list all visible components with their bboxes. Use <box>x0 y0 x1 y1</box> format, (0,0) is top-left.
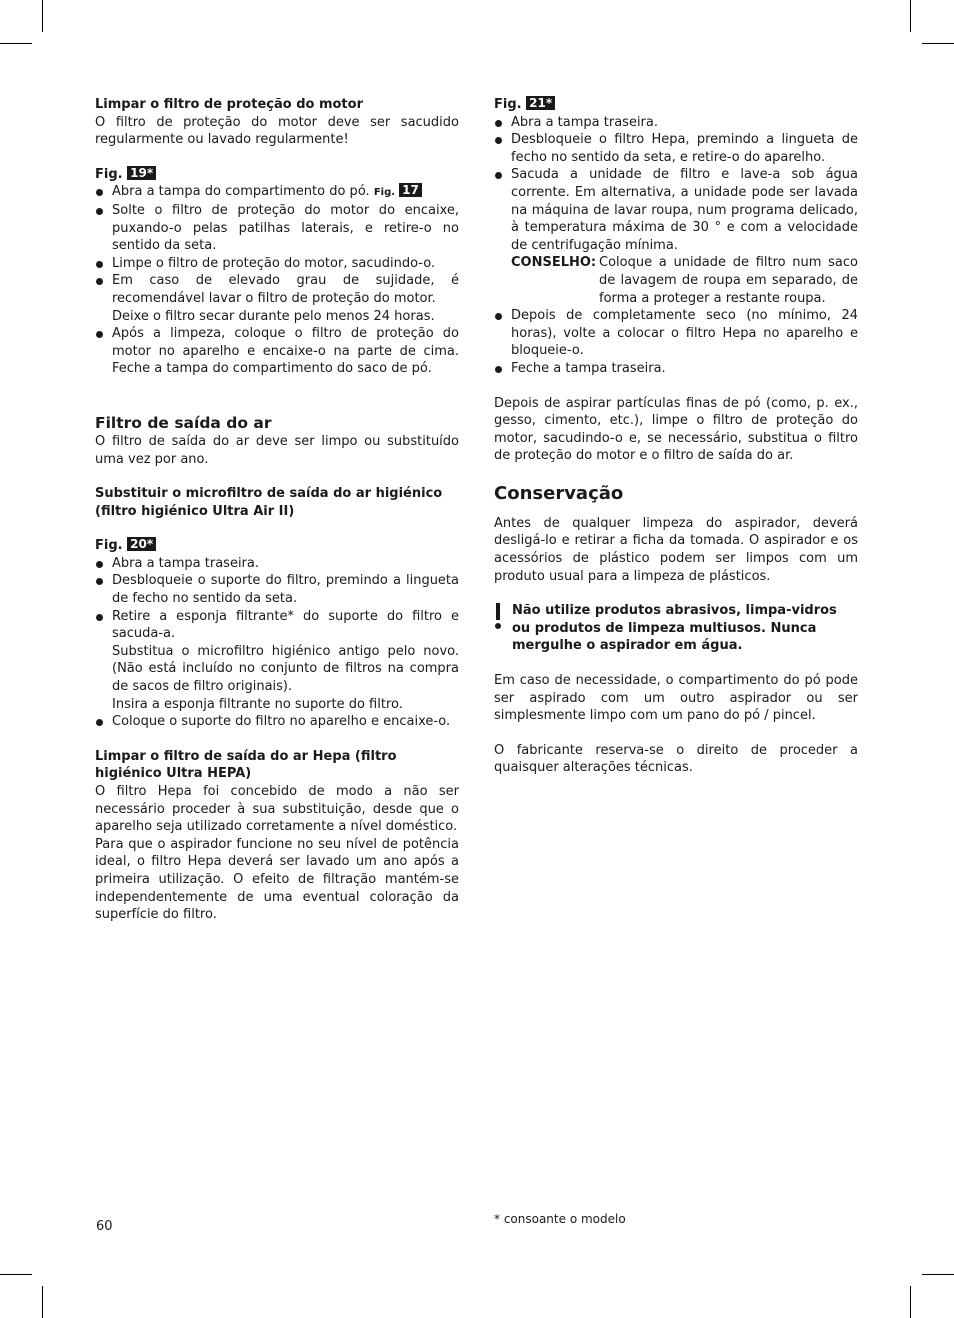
care-paragraph-2: Em caso de necessidade, o compartimento do pó pode ser aspirado com um outro aspirador ou ser simplesmente limpo com um pano do pó / pincel. <box>494 673 858 724</box>
list-item: Abra a tampa traseira. <box>494 114 858 132</box>
crop-mark <box>922 43 954 44</box>
crop-mark <box>42 1286 43 1318</box>
crop-mark <box>0 1274 32 1275</box>
fig-reference-19 <box>95 166 459 184</box>
fig-label: Fig. <box>95 538 123 554</box>
list-item: Sacuda a unidade de filtro e lave-a sob água corrente. Em alternativa, a unidade pode ser lavada na máquina de lavar roupa, num programa delicado, à temperatura máxima de 30 ° e com a velocidade de centrifugação mínima. CONSELHO: Coloque a unidade de filtro num saco de lavagem de roupa em separado, de forma a proteger a restante roupa. <box>494 166 858 307</box>
right-column <box>494 96 858 777</box>
crop-mark <box>922 1274 954 1275</box>
fig-reference-20 <box>95 537 459 555</box>
fig-number-badge: 20* <box>127 537 156 551</box>
crop-mark <box>910 0 911 32</box>
list-item: Em caso de elevado grau de sujidade, é recomendável lavar o filtro de proteção do motor. Deixe o filtro secar durante pelo menos 24 horas. <box>95 272 459 325</box>
warning-block <box>494 602 858 655</box>
fig-label: Fig. <box>494 97 522 112</box>
care-paragraph-1: Antes de qualquer limpeza do aspirador, deverá desligá-lo e retirar a ficha da tomada. O aspirador e os acessórios de plástico podem ser limpos com um produto usual para a limpeza de plásticos. <box>494 515 858 584</box>
care-title: Conservação <box>494 482 624 504</box>
care-paragraph-3: O fabricante reserva-se o direito de proceder a quaisquer alterações técnicas. <box>494 742 858 776</box>
hepa-steps <box>494 114 858 378</box>
tip-label: CONSELHO: <box>511 255 597 271</box>
fig-reference-21 <box>494 96 858 114</box>
fig-number-badge: 17 <box>399 183 422 197</box>
list-item: Desbloqueie o filtro Hepa, premindo a lingueta de fecho no sentido da seta, e retire-o do aparelho. <box>494 131 858 166</box>
hepa-paragraph-1: O filtro Hepa foi concebido de modo a não ser necessário proceder à sua substituição, desde que o aparelho seja utilizado corretamente a nível doméstico. <box>95 784 459 835</box>
list-item: Abra a tampa traseira. <box>95 555 459 573</box>
hepa-title: Limpar o filtro de saída do ar Hepa (filtro higiénico Ultra HEPA) <box>95 748 397 782</box>
tip-block <box>511 254 858 307</box>
outlet-filter-title: Filtro de saída do ar <box>95 413 272 432</box>
list-item: Feche a tampa traseira. <box>494 360 858 378</box>
motor-filter-title: Limpar o filtro de proteção do motor <box>95 97 363 112</box>
list-item: Limpe o filtro de proteção do motor, sacudindo-o. <box>95 255 459 273</box>
footnote: * consoante o modelo <box>494 1212 626 1226</box>
list-item: Após a limpeza, coloque o filtro de proteção do motor no aparelho e encaixe-o na parte de cima. Feche a tampa do compartimento do saco de pó. <box>95 325 459 378</box>
fine-dust-paragraph: Depois de aspirar partículas finas de pó (como, p. ex., gesso, cimento, etc.), limpe o filtro de proteção do motor, sacudindo-o e, se necessário, substitua o filtro de proteção do motor e o filtro de saída do ar. <box>494 395 858 464</box>
crop-mark <box>0 43 32 44</box>
list-item: Solte o filtro de proteção do motor do encaixe, puxando-o pelas patilhas laterais, e retire-o no sentido da seta. <box>95 202 459 255</box>
motor-filter-intro: O filtro de proteção do motor deve ser sacudido regularmente ou lavado regularmente! <box>95 114 459 148</box>
list-item: Desbloqueie o suporte do filtro, premindo a lingueta de fecho no sentido da seta. <box>95 572 459 607</box>
crop-mark <box>42 0 43 32</box>
list-item: Coloque o suporte do filtro no aparelho e encaixe-o. <box>95 713 459 731</box>
tip-text: Coloque a unidade de filtro num saco de lavagem de roupa em separado, de forma a proteger a restante roupa. <box>599 255 858 306</box>
warning-exclamation-icon <box>494 603 502 643</box>
page-number: 60 <box>96 1219 113 1234</box>
hepa-paragraph-2: Para que o aspirador funcione no seu nível de potência ideal, o filtro Hepa deverá ser lavado um ano após a primeira utilização. O efeito de filtração mantém-se independentemente de uma eventual coloração da superfície do filtro. <box>95 836 459 923</box>
fig-number-badge: 19* <box>127 166 156 180</box>
warning-text: Não utilize produtos abrasivos, limpa-vidros ou produtos de limpeza multiusos. Nunca mergulhe o aspirador em água. <box>512 603 837 654</box>
fig-number-badge: 21* <box>526 96 555 110</box>
crop-mark <box>910 1286 911 1318</box>
outlet-filter-intro: O filtro de saída do ar deve ser limpo ou substituído uma vez por ano. <box>95 433 459 467</box>
left-column <box>95 96 459 924</box>
microfilter-steps <box>95 555 459 731</box>
list-item: Depois de completamente seco (no mínimo, 24 horas), volte a colocar o filtro Hepa no aparelho e bloqueie-o. <box>494 307 858 360</box>
microfilter-title: Substituir o microfiltro de saída do ar higiénico (filtro higiénico Ultra Air II) <box>95 486 443 519</box>
fig-label: Fig. <box>95 166 123 182</box>
motor-filter-steps <box>95 183 459 378</box>
list-item: Abra a tampa do compartimento do pó. Fig. 17 <box>95 183 459 202</box>
list-item: Retire a esponja filtrante* do suporte do filtro e sacuda-a. Substitua o microfiltro higiénico antigo pelo novo. (Não está incluído no conjunto de filtros na compra de sacos de filtro originais). Insira a esponja filtrante no suporte do filtro. <box>95 608 459 714</box>
